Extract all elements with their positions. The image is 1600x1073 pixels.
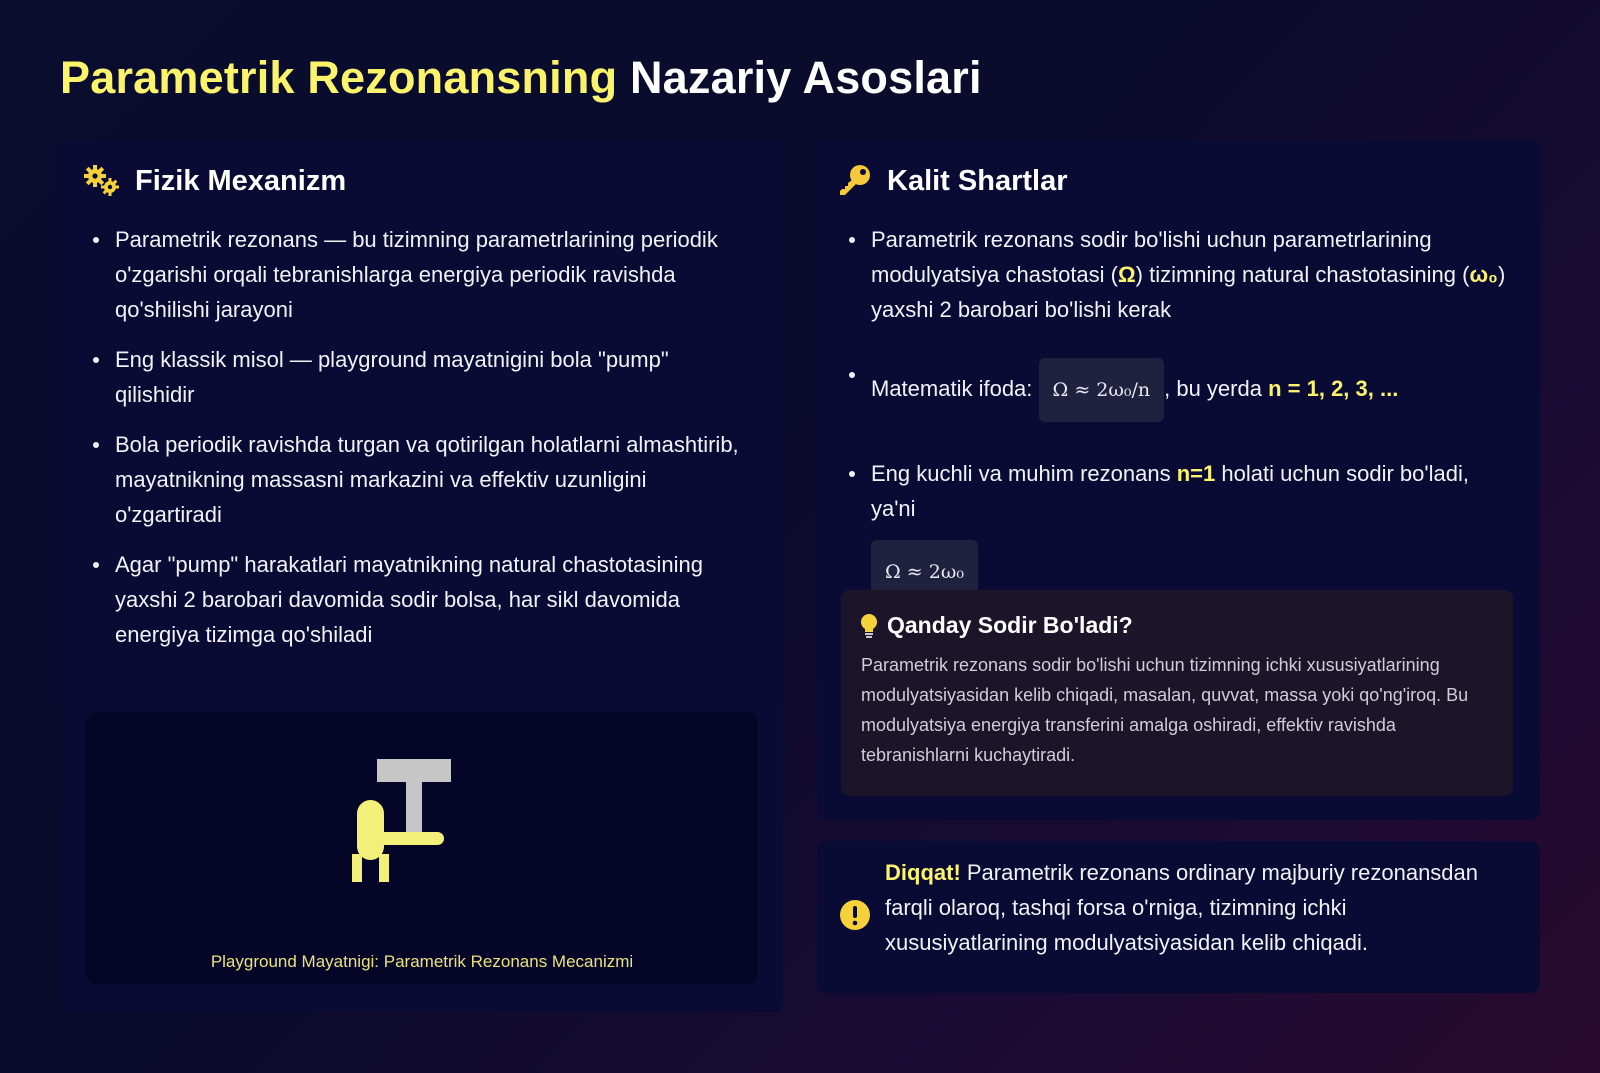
warning-label: Diqqat! — [885, 860, 961, 885]
list-item — [847, 357, 1517, 422]
page-title-highlight: Parametrik Rezonansning — [60, 52, 618, 103]
list-item: Agar "pump" harakatlari mayatnikning natural chastotasining yaxshi 2 barobari davomida sodir bolsa, har sikl davomida energiya tizimga qo'shiladi — [91, 547, 751, 652]
animation-caption: Playground Mayatnigi: Parametrik Rezonans Mecanizmi — [210, 952, 634, 971]
list-item — [847, 456, 1517, 604]
key-conditions-header — [837, 164, 1068, 198]
child-leg-right — [379, 854, 389, 882]
callout-header — [859, 612, 1133, 639]
how-it-happens-callout — [841, 590, 1513, 796]
lightbulb-icon — [859, 613, 879, 639]
mechanism-list — [91, 222, 751, 667]
physical-mechanism-panel — [61, 140, 783, 1012]
condition-text: ) tizimning natural chastotasining ( — [1135, 262, 1470, 287]
warning-panel — [817, 841, 1540, 993]
pendulum-illustration — [86, 712, 758, 942]
page-title-rest: Nazariy Asoslari — [629, 52, 982, 103]
physical-mechanism-header — [83, 164, 346, 198]
condition-text: ) yaxshi 2 barobari bo'lishi kerak — [871, 262, 1506, 322]
key-conditions-panel — [817, 140, 1540, 820]
key-icon — [837, 164, 873, 198]
list-item: Bola periodik ravishda turgan va qotirilgan holatlarni almashtirib, mayatnikning massasni markazini va effektiv uzunligini o'zgartiradi — [91, 427, 751, 532]
key-conditions-heading: Kalit Shartlar — [887, 164, 1068, 197]
omega-zero-symbol: ω₀ — [1469, 262, 1498, 287]
pendulum-crossbar — [377, 759, 451, 782]
conditions-list — [847, 222, 1517, 604]
formula-n1: Ω ≈ 2ω₀ — [871, 540, 978, 604]
exclamation-circle-icon — [839, 899, 871, 931]
list-item: Eng klassik misol — playground mayatnigini bola "pump" qilishidir — [91, 342, 751, 412]
expression-where: , bu yerda — [1164, 376, 1262, 401]
child-leg-left — [352, 854, 362, 882]
child-body — [357, 800, 384, 860]
condition-text: Parametrik rezonans sodir bo'lishi uchun parametrlarining modulyatsiya chastotasi ( — [871, 227, 1432, 287]
pendulum-animation — [86, 712, 758, 984]
warning-text — [885, 855, 1515, 960]
list-item — [847, 222, 1517, 327]
list-item: Parametrik rezonans — bu tizimning parametrlarining periodik o'zgarishi orqali tebranishlarga energiya periodik ravishda qo'shilishi jarayoni — [91, 222, 751, 327]
callout-text: Parametrik rezonans sodir bo'lishi uchun tizimning ichki xususiyatlarining modulyatsiyasidan kelib chiqadi, masalan, quvvat, massa yoki qo'ng'iroq. Bu modulyatsiya energiya transferini amalga oshiradi, effektiv ravishda tebranishlarni kuchaytiradi. — [861, 655, 1469, 765]
pendulum-seat — [378, 832, 444, 845]
omega-symbol: Ω — [1118, 262, 1136, 287]
formula-general: Ω ≈ 2ω₀/n — [1039, 358, 1165, 422]
strongest-text-tail: holati uchun sodir bo'ladi, ya'ni — [871, 461, 1469, 522]
callout-heading: Qanday Sodir Bo'ladi? — [887, 612, 1133, 638]
strongest-text: Eng kuchli va muhim rezonans — [871, 461, 1171, 487]
expression-label: Matematik ifoda: — [871, 376, 1033, 401]
page-title — [60, 52, 982, 104]
n-one: n=1 — [1176, 461, 1216, 487]
physical-mechanism-heading: Fizik Mexanizm — [135, 164, 347, 197]
n-values: n = 1, 2, 3, ... — [1268, 376, 1399, 401]
gears-icon — [83, 164, 121, 198]
warning-body: Parametrik rezonans ordinary majburiy rezonansdan farqli olaroq, tashqi forsa o'rniga, tizimning ichki xususiyatlarining modulyatsiyasidan kelib chiqadi. — [885, 860, 1479, 955]
